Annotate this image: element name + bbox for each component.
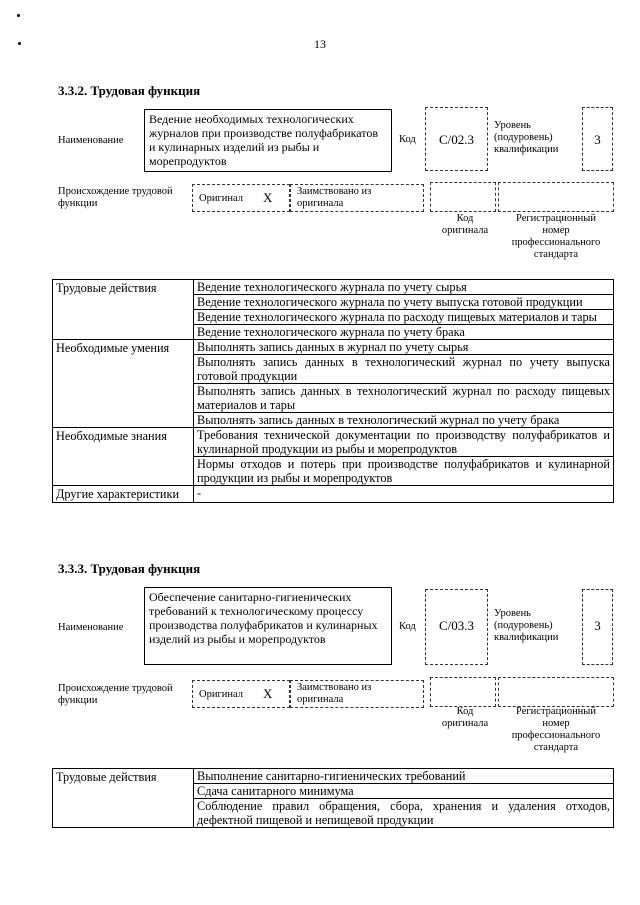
- table-row: [53, 280, 614, 340]
- original-label: Оригинал: [199, 689, 243, 700]
- name-label: Наименование: [58, 622, 124, 633]
- page-number: 13: [314, 37, 326, 51]
- original-label: Оригинал: [199, 193, 243, 204]
- borrowed-label: Заимствовано из оригинала: [297, 186, 372, 209]
- level-value: 3: [594, 132, 601, 147]
- original-box: [192, 680, 290, 708]
- list-item: Ведение технологического журнала по расходу пищевых материалов и тары: [194, 310, 613, 325]
- table-row: [53, 340, 614, 428]
- list-item: Выполнять запись данных в технологический журнал по расходу пищевых материалов и тары: [194, 384, 613, 413]
- list-item: Ведение технологического журнала по учету брака: [197, 325, 465, 339]
- items-cell: [194, 486, 614, 503]
- table-row: [53, 428, 614, 486]
- function-name: Обеспечение санитарно-гигиенических требований к технологическому процессу производства полуфабрикатов и кулинарных изделий из рыбы и морепродуктов: [149, 590, 378, 646]
- code-box: [425, 589, 488, 665]
- items-cell: [194, 280, 614, 340]
- function-name-box: [144, 109, 392, 172]
- level-label: Уровень (подуровень) квалификации: [494, 608, 559, 643]
- origin-label: Происхождение трудовой функции: [58, 683, 173, 706]
- orig-code-label: Код оригинала: [441, 706, 489, 729]
- code-label: Код: [399, 134, 416, 145]
- reg-number-label: Регистрационный номер профессионального стандарта: [511, 706, 601, 753]
- list-item: -: [197, 486, 202, 500]
- function-name-box: [144, 587, 392, 665]
- level-box: [582, 107, 613, 171]
- orig-code-box: [430, 677, 496, 707]
- category-cell: Необходимые знания: [53, 428, 194, 486]
- table-row: [53, 769, 614, 828]
- level-box: [582, 589, 613, 665]
- list-item: Ведение технологического журнала по учету выпуска готовой продукции: [194, 295, 613, 310]
- list-item: Выполнять запись данных в журнал по учету сырья: [194, 340, 613, 355]
- list-item: Выполнение санитарно-гигиенических требований: [194, 769, 613, 784]
- list-item: Соблюдение правил обращения, сбора, хранения и удаления отходов, дефектной пищевой и непищевой продукции: [197, 799, 610, 827]
- items-cell: [194, 340, 614, 428]
- reg-number-box: [498, 677, 614, 707]
- function-table: [52, 768, 614, 828]
- section-title: 3.3.2. Трудовая функция: [58, 83, 201, 98]
- original-box: [192, 184, 290, 212]
- section-title: 3.3.3. Трудовая функция: [58, 561, 201, 576]
- orig-code-box: [430, 182, 496, 212]
- scan-mark: [18, 42, 21, 45]
- name-label: Наименование: [58, 135, 124, 146]
- code-box: [425, 107, 488, 171]
- function-name: Ведение необходимых технологических журналов при производстве полуфабрикатов и кулинарных изделий из рыбы и морепродуктов: [149, 112, 379, 168]
- items-cell: [194, 428, 614, 486]
- category-cell: Трудовые действия: [53, 280, 194, 340]
- table-row: [53, 486, 614, 503]
- list-item: Выполнять запись данных в технологический журнал по учету брака: [197, 413, 560, 427]
- origin-label: Происхождение трудовой функции: [58, 186, 173, 209]
- list-item: Сдача санитарного минимума: [194, 784, 613, 799]
- category-cell: Трудовые действия: [53, 769, 194, 828]
- borrowed-label: Заимствовано из оригинала: [297, 682, 372, 705]
- borrowed-box: [290, 184, 424, 212]
- level-label: Уровень (подуровень) квалификации: [494, 120, 559, 155]
- code-value: C/03.3: [438, 618, 475, 633]
- list-item: Нормы отходов и потерь при производстве полуфабрикатов и кулинарной продукции из рыбы и морепродуктов: [197, 457, 610, 485]
- original-mark: X: [263, 686, 273, 701]
- list-item: Требования технической документации по производству полуфабрикатов и кулинарной продукции из рыбы и морепродуктов: [194, 428, 613, 457]
- original-mark: X: [263, 190, 273, 205]
- reg-number-box: [498, 182, 614, 212]
- function-table: [52, 279, 614, 503]
- list-item: Выполнять запись данных в технологический журнал по учету выпуска готовой продукции: [194, 355, 613, 384]
- code-value: C/02.3: [438, 132, 475, 147]
- level-value: 3: [594, 618, 601, 633]
- code-label: Код: [399, 621, 416, 632]
- orig-code-label: Код оригинала: [441, 213, 489, 236]
- items-cell: [194, 769, 614, 828]
- category-cell: Необходимые умения: [53, 340, 194, 428]
- list-item: Ведение технологического журнала по учету сырья: [194, 280, 613, 295]
- scan-mark: [17, 14, 20, 17]
- reg-number-label: Регистрационный номер профессионального стандарта: [511, 213, 601, 260]
- borrowed-box: [290, 680, 424, 708]
- category-cell: Другие характеристики: [53, 486, 194, 503]
